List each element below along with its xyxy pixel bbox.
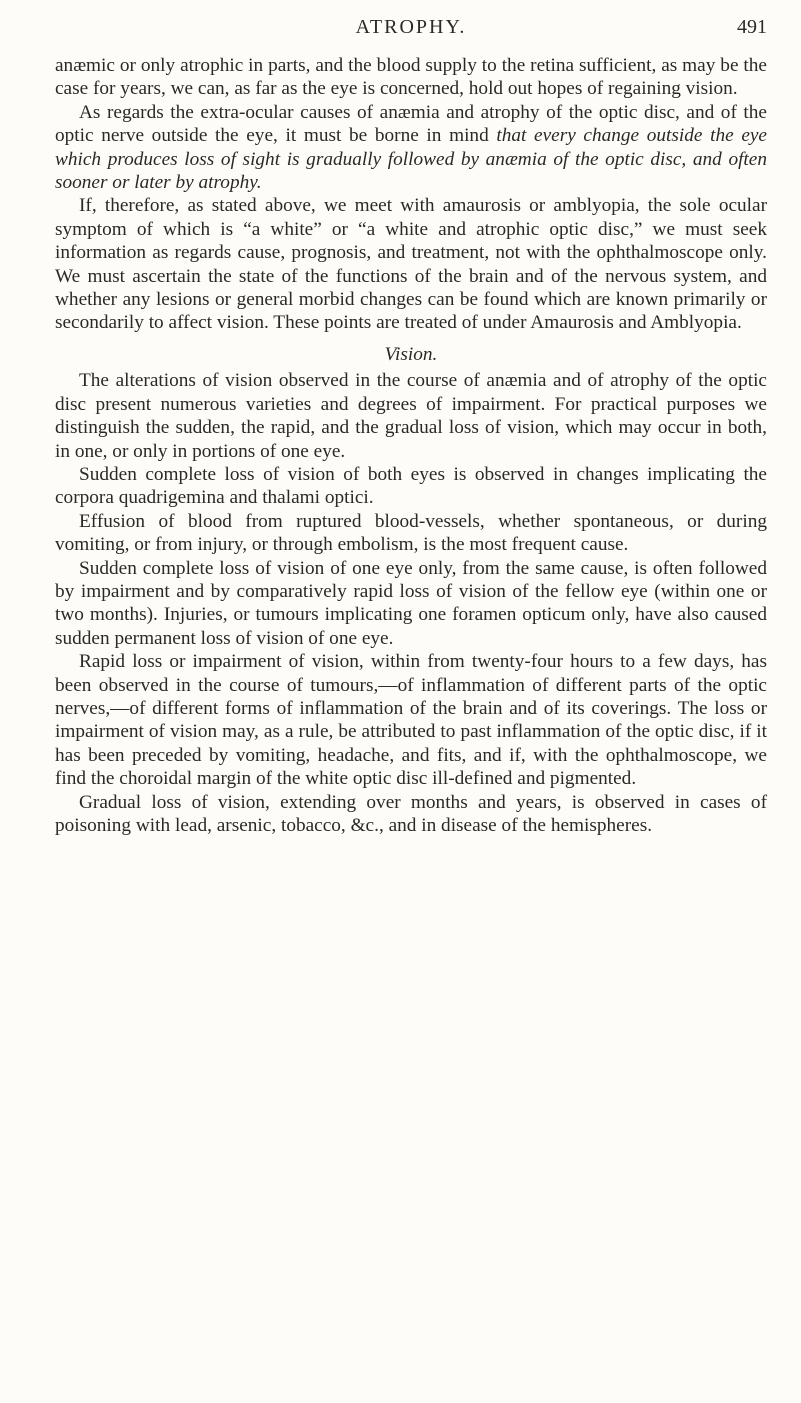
paragraph-4: The alterations of vision observed in the course of anæmia and of atrophy of the optic disc present numerous varieties and degrees of impairment. For practical purposes we distinguish the sudden, the rapid, and the gradual loss of vision, which may occur in both, in one, or only in portions of one eye. (55, 370, 767, 462)
paragraph-2 (55, 101, 767, 195)
running-head: ATROPHY. (355, 16, 467, 38)
page-number: 491 (737, 16, 767, 38)
paragraph-2-text: As regards the extra-ocular causes of anæmia and atrophy of the optic disc, and of the optic nerve outside the eye, it must be borne in mind (55, 101, 767, 147)
paragraph-7: Sudden complete loss of vision of one eye only, from the same cause, is often followed by impairment and by comparatively rapid loss of vision of the fellow eye (within one or two months). Injuries, or tumours implicating one foramen opticum only, have also caused sudden permanent loss of vision of one eye. (55, 557, 767, 649)
body-text (55, 54, 767, 837)
section-heading: Vision. (384, 343, 438, 365)
paragraph-1: anæmic or only atrophic in parts, and the blood supply to the retina sufficient, as may be the case for years, we can, as far as the eye is concerned, hold out hopes of regaining vision. (55, 55, 767, 100)
paragraph-6: Effusion of blood from ruptured blood-vessels, whether spontaneous, or during vomiting, or from injury, or through embolism, is the most frequent cause. (55, 510, 767, 556)
paragraph-8: Rapid loss or impairment of vision, within from twenty-four hours to a few days, has been observed in the course of tumours,—of inflammation of different parts of the optic nerves,—of different forms of inflammation of the brain and of its coverings. The loss or impairment of vision may, as a rule, be attributed to past inflammation of the optic disc, if it has been preceded by vomiting, headache, and fits, and if, with the ophthalmoscope, we find the choroidal margin of the white optic disc ill-defined and pigmented. (55, 651, 767, 790)
paragraph-2-italic: that every change outside the eye which produces loss of sight is gradually followed by anæmia of the optic disc, and often sooner or later by atrophy. (55, 125, 767, 194)
paragraph-3: If, therefore, as stated above, we meet with amaurosis or amblyopia, the sole ocular symptom of which is “a white” or “a white and atrophic optic disc,” we must seek information as regards cause, prognosis, and treatment, not with the ophthalmoscope only. We must ascertain the state of the functions of the brain and of the nervous system, and whether any lesions or general morbid changes can be found which are known primarily or secondarily to affect vision. These points are treated of under Amaurosis and Amblyopia. (55, 195, 767, 334)
paragraph-5: Sudden complete loss of vision of both eyes is observed in changes implicating the corpora quadrigemina and thalami optici. (55, 463, 767, 509)
paragraph-9: Gradual loss of vision, extending over months and years, is observed in cases of poisoning with lead, arsenic, tobacco, &c., and in disease of the hemispheres. (55, 791, 767, 836)
page-header (55, 16, 767, 42)
